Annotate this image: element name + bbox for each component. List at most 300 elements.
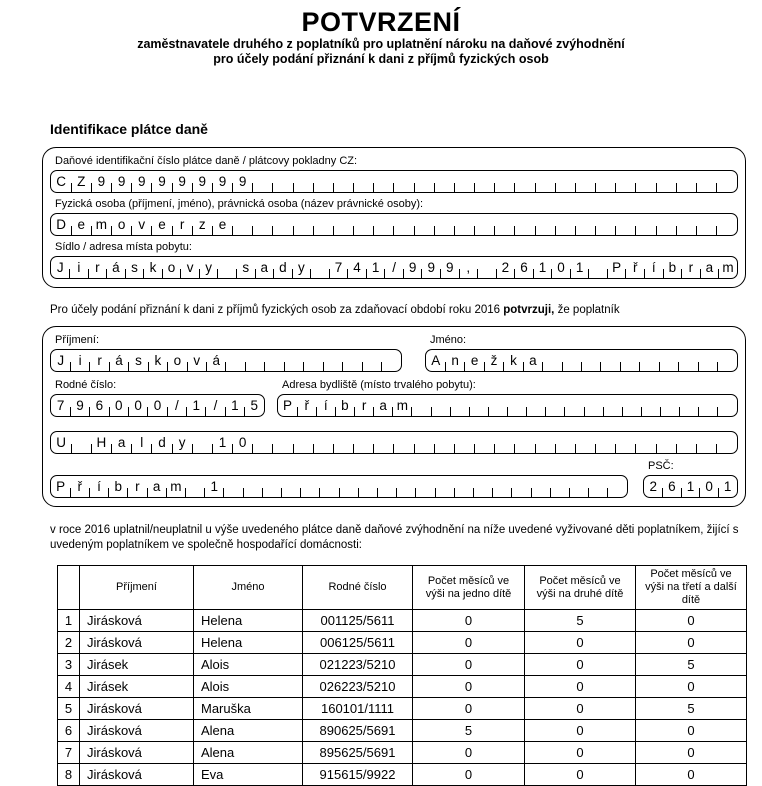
comb-cell bbox=[622, 395, 641, 416]
comb-cell bbox=[414, 432, 434, 453]
comb-cell bbox=[243, 476, 262, 497]
comb-cell bbox=[313, 214, 333, 235]
comb-cell: m bbox=[166, 476, 185, 497]
comb-cell: í bbox=[89, 476, 108, 497]
table-row bbox=[58, 676, 747, 698]
comb-cell: ž bbox=[484, 350, 503, 371]
comb-cell bbox=[245, 350, 264, 371]
comb-cell bbox=[253, 214, 273, 235]
table-cell: 5 bbox=[58, 698, 80, 720]
comb-cell: r bbox=[682, 257, 701, 278]
table-cell: 0 bbox=[413, 676, 525, 698]
table-cell: Helena bbox=[194, 632, 303, 654]
birth-number-row bbox=[50, 377, 738, 417]
payer-identification-box bbox=[42, 147, 746, 288]
comb-cell: 9 bbox=[152, 171, 172, 192]
comb-cell bbox=[488, 395, 507, 416]
comb-cell bbox=[374, 214, 394, 235]
children-table-body bbox=[58, 610, 747, 786]
comb-cell bbox=[659, 350, 678, 371]
comb-cell: 9 bbox=[112, 171, 132, 192]
table-cell: 0 bbox=[525, 764, 636, 786]
comb-cell: 6 bbox=[663, 476, 682, 497]
residence-field bbox=[277, 377, 738, 417]
comb-cell bbox=[603, 395, 622, 416]
comb-cell bbox=[233, 214, 253, 235]
comb-cell: 1 bbox=[225, 395, 244, 416]
comb-cell: 9 bbox=[172, 171, 192, 192]
comb-cell: 9 bbox=[403, 257, 422, 278]
comb-cell: 9 bbox=[422, 257, 441, 278]
comb-cell: l bbox=[132, 432, 152, 453]
comb-cell bbox=[575, 171, 595, 192]
comb-cell bbox=[616, 432, 636, 453]
comb-cell: 6 bbox=[90, 395, 109, 416]
comb-cell: 1 bbox=[187, 395, 206, 416]
comb-cell: P bbox=[283, 397, 293, 413]
comb-cell bbox=[412, 395, 431, 416]
comb-cell: v bbox=[187, 350, 206, 371]
comb-cell bbox=[454, 476, 473, 497]
comb-cell: C bbox=[56, 173, 66, 189]
comb-cell bbox=[636, 432, 656, 453]
comb-cell bbox=[394, 432, 414, 453]
comb-cell bbox=[416, 476, 435, 497]
table-cell: 0 bbox=[413, 698, 525, 720]
table-cell: 0 bbox=[525, 676, 636, 698]
residence-label: Adresa bydliště (místo trvalého pobytu): bbox=[282, 379, 476, 391]
comb-cell: 2 bbox=[496, 257, 515, 278]
table-cell: Helena bbox=[194, 610, 303, 632]
form-subtitle-line1: zaměstnavatele druhého z poplatníků pro uplatnění nároku na daňové zvýhodnění bbox=[137, 37, 625, 51]
comb-cell bbox=[333, 171, 353, 192]
table-cell: 5 bbox=[413, 720, 525, 742]
comb-cell: e bbox=[71, 214, 91, 235]
comb-cell bbox=[584, 395, 603, 416]
table-row bbox=[58, 632, 747, 654]
comb-cell bbox=[575, 432, 595, 453]
children-table bbox=[57, 565, 747, 786]
intro-paragraph bbox=[50, 303, 750, 318]
table-cell: Jirásek bbox=[80, 676, 194, 698]
table-cell: 0 bbox=[636, 610, 747, 632]
statement-paragraph: v roce 2016 uplatnil/neuplatnil u výše uvedeného plátce daně daňové zvýhodnění na níže uvedené vyživované děti poplatníkem, žijící s uvedeným poplatníkem ve společně hospodařící domácnosti: bbox=[50, 524, 739, 551]
comb-cell: 1 bbox=[718, 476, 737, 497]
comb-cell: 2 bbox=[649, 478, 658, 494]
comb-cell bbox=[475, 214, 495, 235]
comb-cell: r bbox=[172, 214, 192, 235]
table-cell: 0 bbox=[413, 742, 525, 764]
col-header-months-second-child: Počet měsíců ve výši na druhé dítě bbox=[525, 566, 636, 610]
table-cell: 026223/5210 bbox=[303, 676, 413, 698]
comb-cell: n bbox=[445, 350, 464, 371]
comb-cell bbox=[555, 432, 575, 453]
comb-cell bbox=[512, 476, 531, 497]
comb-cell: 1 bbox=[533, 257, 552, 278]
comb-cell bbox=[596, 214, 616, 235]
comb-cell bbox=[661, 395, 680, 416]
comb-cell: / bbox=[167, 395, 186, 416]
first-name-label: Jméno: bbox=[430, 334, 467, 346]
comb-cell bbox=[565, 395, 584, 416]
comb-cell bbox=[394, 171, 414, 192]
comb-cell: 0 bbox=[109, 395, 128, 416]
comb-cell: ř bbox=[626, 257, 645, 278]
comb-cell bbox=[546, 395, 565, 416]
comb-cell: r bbox=[88, 257, 107, 278]
postal-code-label: PSČ: bbox=[648, 460, 674, 472]
comb-cell: m bbox=[393, 395, 412, 416]
comb-cell bbox=[531, 476, 550, 497]
comb-cell: e bbox=[212, 214, 232, 235]
comb-cell bbox=[273, 214, 293, 235]
comb-cell bbox=[394, 214, 414, 235]
table-cell: 0 bbox=[525, 742, 636, 764]
comb-cell: a bbox=[147, 476, 166, 497]
birth-number-field bbox=[50, 377, 265, 417]
comb-cell bbox=[608, 476, 627, 497]
form-title: POTVRZENÍ bbox=[301, 7, 461, 37]
comb-cell bbox=[656, 432, 676, 453]
comb-cell: H bbox=[91, 432, 111, 453]
birth-number-comb-field bbox=[50, 394, 265, 417]
table-cell: 895625/5691 bbox=[303, 742, 413, 764]
first-name-field bbox=[425, 332, 738, 372]
comb-cell bbox=[697, 432, 717, 453]
tax-id-label: Daňové identifikační číslo plátce daně / plátcovy pokladny CZ: bbox=[55, 155, 358, 167]
table-cell: Jirásková bbox=[80, 698, 194, 720]
comb-cell bbox=[192, 432, 212, 453]
table-cell: Jirásek bbox=[80, 654, 194, 676]
comb-cell bbox=[293, 432, 313, 453]
table-row bbox=[58, 720, 747, 742]
comb-cell: P bbox=[56, 478, 66, 494]
comb-cell bbox=[636, 214, 656, 235]
comb-cell: ř bbox=[297, 395, 316, 416]
comb-cell: U bbox=[56, 434, 66, 450]
comb-cell bbox=[265, 350, 284, 371]
comb-cell bbox=[320, 476, 339, 497]
comb-cell bbox=[717, 432, 737, 453]
comb-cell bbox=[339, 476, 358, 497]
table-cell: Alois bbox=[194, 676, 303, 698]
comb-cell: 0 bbox=[233, 432, 253, 453]
comb-cell bbox=[475, 432, 495, 453]
comb-cell bbox=[515, 214, 535, 235]
comb-cell bbox=[478, 257, 497, 278]
table-cell: 0 bbox=[525, 654, 636, 676]
comb-cell: v bbox=[132, 214, 152, 235]
comb-cell: b bbox=[663, 257, 682, 278]
table-cell: 915615/9922 bbox=[303, 764, 413, 786]
comb-cell: Z bbox=[71, 171, 91, 192]
comb-cell bbox=[718, 350, 737, 371]
table-cell: Eva bbox=[194, 764, 303, 786]
comb-cell bbox=[508, 395, 527, 416]
table-cell: Jirásková bbox=[80, 742, 194, 764]
comb-cell: 7 bbox=[56, 397, 65, 413]
comb-cell: P bbox=[607, 257, 626, 278]
payer-section-heading: Identifikace plátce daně bbox=[50, 121, 208, 137]
comb-cell: / bbox=[206, 395, 225, 416]
payer-name-label: Fyzická osoba (příjmení, jméno), právnická osoba (název právnické osoby): bbox=[55, 198, 424, 210]
comb-cell: d bbox=[152, 432, 172, 453]
table-cell: 0 bbox=[636, 764, 747, 786]
comb-cell bbox=[601, 350, 620, 371]
intro-bold-text: potvrzuji, bbox=[503, 304, 555, 316]
comb-cell: y bbox=[292, 257, 311, 278]
intro-text-before: Pro účely podání přiznání k dani z příjmů fyzických osob za zdaňovací období roku 2016 bbox=[50, 304, 501, 316]
table-cell: 0 bbox=[413, 654, 525, 676]
table-cell: 0 bbox=[413, 764, 525, 786]
table-cell: Jirásková bbox=[80, 764, 194, 786]
comb-cell bbox=[354, 432, 374, 453]
children-table-header bbox=[58, 566, 747, 610]
comb-cell: e bbox=[152, 214, 172, 235]
comb-cell: á bbox=[109, 350, 128, 371]
table-cell: 0 bbox=[525, 632, 636, 654]
table-cell: 0 bbox=[525, 698, 636, 720]
comb-cell bbox=[697, 171, 717, 192]
comb-cell: d bbox=[274, 257, 293, 278]
comb-cell: z bbox=[192, 214, 212, 235]
comb-cell: v bbox=[181, 257, 200, 278]
comb-cell bbox=[284, 350, 303, 371]
comb-cell bbox=[676, 214, 696, 235]
table-cell: 021223/5210 bbox=[303, 654, 413, 676]
comb-cell: 1 bbox=[681, 476, 700, 497]
comb-cell: r bbox=[355, 395, 374, 416]
table-cell: 0 bbox=[525, 720, 636, 742]
comb-cell bbox=[717, 171, 737, 192]
comb-cell bbox=[640, 350, 659, 371]
comb-cell bbox=[311, 257, 330, 278]
table-cell: 4 bbox=[58, 676, 80, 698]
comb-cell bbox=[555, 171, 575, 192]
comb-cell: o bbox=[162, 257, 181, 278]
comb-cell: 9 bbox=[233, 171, 253, 192]
comb-cell bbox=[495, 171, 515, 192]
residence-comb-field bbox=[277, 394, 738, 417]
table-cell: Alena bbox=[194, 720, 303, 742]
comb-cell bbox=[377, 476, 396, 497]
comb-cell bbox=[301, 476, 320, 497]
comb-cell bbox=[431, 395, 450, 416]
comb-cell bbox=[535, 432, 555, 453]
comb-cell: i bbox=[70, 257, 89, 278]
table-row bbox=[58, 742, 747, 764]
table-cell: Jirásková bbox=[80, 610, 194, 632]
comb-cell bbox=[641, 395, 660, 416]
city-comb-field bbox=[50, 475, 628, 498]
comb-cell bbox=[454, 432, 474, 453]
comb-cell bbox=[434, 171, 454, 192]
comb-cell: m bbox=[91, 214, 111, 235]
comb-cell bbox=[582, 350, 601, 371]
table-cell: 890625/5691 bbox=[303, 720, 413, 742]
comb-cell bbox=[636, 171, 656, 192]
comb-cell bbox=[656, 214, 676, 235]
comb-cell: b bbox=[335, 395, 354, 416]
surname-label: Příjmení: bbox=[55, 334, 100, 346]
comb-cell: 0 bbox=[128, 395, 147, 416]
comb-cell bbox=[698, 350, 717, 371]
comb-cell bbox=[562, 350, 581, 371]
comb-cell bbox=[397, 476, 416, 497]
comb-cell bbox=[454, 214, 474, 235]
comb-cell: r bbox=[90, 350, 109, 371]
comb-cell bbox=[434, 214, 454, 235]
comb-cell bbox=[374, 171, 394, 192]
comb-cell: 7 bbox=[329, 257, 348, 278]
comb-cell: 9 bbox=[70, 395, 89, 416]
table-cell: Jirásková bbox=[80, 632, 194, 654]
comb-cell bbox=[414, 171, 434, 192]
comb-cell bbox=[293, 171, 313, 192]
comb-cell: D bbox=[56, 216, 66, 232]
table-cell: 0 bbox=[413, 632, 525, 654]
comb-cell: á bbox=[107, 257, 126, 278]
comb-cell bbox=[358, 476, 377, 497]
tax-id-comb-field bbox=[50, 170, 738, 193]
table-cell: 0 bbox=[413, 610, 525, 632]
comb-cell bbox=[555, 214, 575, 235]
comb-cell bbox=[71, 432, 91, 453]
comb-cell: J bbox=[56, 259, 64, 275]
comb-cell bbox=[273, 432, 293, 453]
postal-code-comb-field bbox=[643, 475, 738, 498]
comb-cell: í bbox=[645, 257, 664, 278]
col-header-surname: Příjmení bbox=[80, 566, 194, 610]
comb-cell bbox=[262, 476, 281, 497]
table-cell: 5 bbox=[636, 698, 747, 720]
comb-cell: 0 bbox=[700, 476, 719, 497]
comb-cell bbox=[454, 171, 474, 192]
comb-cell: k bbox=[504, 350, 523, 371]
comb-cell bbox=[333, 432, 353, 453]
table-row bbox=[58, 654, 747, 676]
comb-cell: / bbox=[385, 257, 404, 278]
comb-cell: y bbox=[172, 432, 192, 453]
comb-cell: o bbox=[168, 350, 187, 371]
comb-cell bbox=[589, 257, 608, 278]
comb-cell: k bbox=[148, 350, 167, 371]
table-cell: 5 bbox=[525, 610, 636, 632]
table-cell: Alois bbox=[194, 654, 303, 676]
comb-cell: J bbox=[57, 352, 65, 368]
comb-cell bbox=[717, 214, 737, 235]
comb-cell bbox=[515, 432, 535, 453]
comb-cell: 6 bbox=[515, 257, 534, 278]
table-cell: 160101/1111 bbox=[303, 698, 413, 720]
comb-cell bbox=[273, 171, 293, 192]
comb-cell: 1 bbox=[212, 432, 232, 453]
comb-cell bbox=[313, 171, 333, 192]
comb-cell bbox=[313, 432, 333, 453]
comb-cell: 1 bbox=[205, 476, 224, 497]
table-cell: 0 bbox=[636, 720, 747, 742]
comb-cell bbox=[495, 214, 515, 235]
table-row bbox=[58, 764, 747, 786]
table-cell: 3 bbox=[58, 654, 80, 676]
comb-cell bbox=[543, 350, 562, 371]
comb-cell bbox=[596, 171, 616, 192]
comb-cell bbox=[218, 257, 237, 278]
table-cell: 0 bbox=[636, 742, 747, 764]
first-name-comb-field bbox=[425, 349, 738, 372]
comb-cell bbox=[333, 214, 353, 235]
col-header-months-third-child: Počet měsíců ve výši na třetí a další dítě bbox=[636, 566, 747, 610]
table-cell: 7 bbox=[58, 742, 80, 764]
comb-cell: a bbox=[523, 350, 542, 371]
comb-cell bbox=[656, 171, 676, 192]
table-cell: 8 bbox=[58, 764, 80, 786]
comb-cell: a bbox=[255, 257, 274, 278]
comb-cell bbox=[616, 214, 636, 235]
comb-cell bbox=[550, 476, 569, 497]
city-field bbox=[50, 475, 628, 498]
comb-cell: k bbox=[144, 257, 163, 278]
comb-cell: e bbox=[465, 350, 484, 371]
comb-cell: 9 bbox=[440, 257, 459, 278]
comb-cell bbox=[575, 214, 595, 235]
table-cell: Alena bbox=[194, 742, 303, 764]
street-comb-field bbox=[50, 431, 738, 454]
comb-cell: o bbox=[112, 214, 132, 235]
comb-cell bbox=[281, 476, 300, 497]
comb-cell bbox=[362, 350, 381, 371]
comb-cell bbox=[469, 395, 488, 416]
comb-cell bbox=[495, 432, 515, 453]
comb-cell: á bbox=[207, 350, 226, 371]
comb-cell bbox=[293, 214, 313, 235]
comb-cell bbox=[381, 350, 400, 371]
table-row bbox=[58, 610, 747, 632]
comb-cell bbox=[527, 395, 546, 416]
comb-cell: y bbox=[199, 257, 218, 278]
comb-cell bbox=[253, 432, 273, 453]
comb-cell bbox=[676, 432, 696, 453]
comb-cell bbox=[680, 395, 699, 416]
comb-cell bbox=[596, 432, 616, 453]
table-cell: 5 bbox=[636, 654, 747, 676]
table-cell: 1 bbox=[58, 610, 80, 632]
comb-cell: s bbox=[129, 350, 148, 371]
table-row bbox=[58, 698, 747, 720]
comb-cell bbox=[535, 171, 555, 192]
comb-cell bbox=[679, 350, 698, 371]
comb-cell: 0 bbox=[552, 257, 571, 278]
comb-cell: 0 bbox=[148, 395, 167, 416]
postal-code-field bbox=[643, 458, 738, 498]
comb-cell bbox=[354, 214, 374, 235]
comb-cell: ř bbox=[70, 476, 89, 497]
comb-cell bbox=[620, 350, 639, 371]
birth-number-label: Rodné číslo: bbox=[55, 379, 117, 391]
comb-cell: 1 bbox=[366, 257, 385, 278]
comb-cell bbox=[343, 350, 362, 371]
comb-cell bbox=[535, 214, 555, 235]
comb-cell bbox=[697, 214, 717, 235]
comb-cell: 9 bbox=[212, 171, 232, 192]
payer-name-comb-field bbox=[50, 213, 738, 236]
payer-address-label: Sídlo / adresa místa pobytu: bbox=[55, 241, 192, 253]
table-cell: 6 bbox=[58, 720, 80, 742]
comb-cell: 9 bbox=[192, 171, 212, 192]
comb-cell bbox=[699, 395, 718, 416]
comb-cell: 9 bbox=[132, 171, 152, 192]
comb-cell bbox=[435, 476, 454, 497]
